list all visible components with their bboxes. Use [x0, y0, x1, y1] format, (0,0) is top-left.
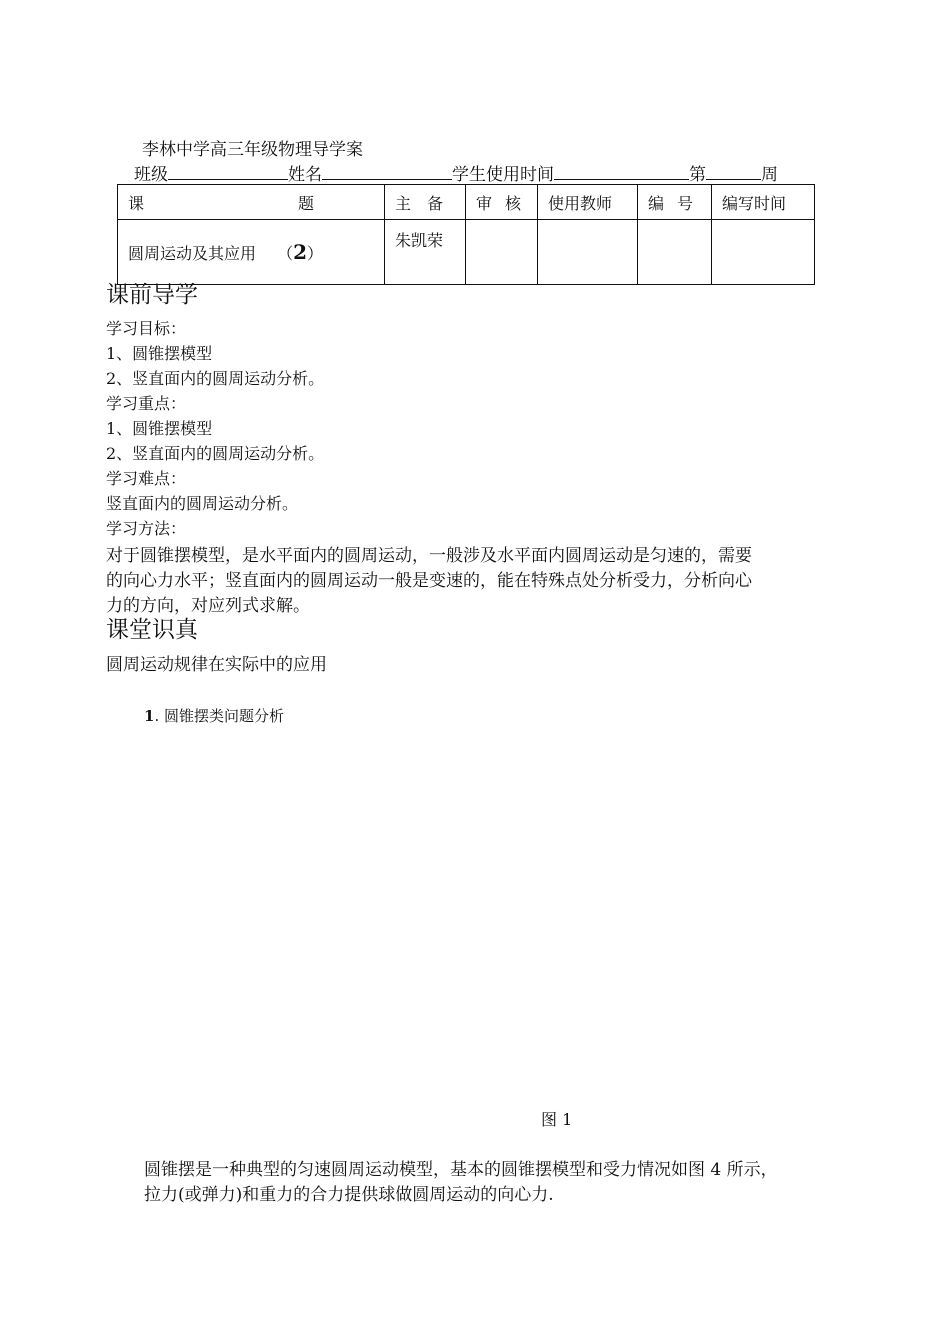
topic-cell — [118, 220, 385, 285]
method-label: 学习方法： — [106, 519, 187, 538]
info-table-data-row — [118, 220, 815, 285]
key-point-1: 1、圆锥摆模型 — [106, 419, 213, 438]
method-line-1: 对于圆锥摆模型，是水平面内的圆周运动，一般涉及水平面内圆周运动是匀速的，需要 — [106, 546, 752, 566]
usage-time-blank — [554, 165, 689, 180]
topic-header: 课 题 — [118, 185, 385, 220]
difficulty-label: 学习难点： — [106, 469, 187, 488]
figure-area — [144, 740, 804, 1090]
info-table — [117, 184, 815, 285]
usage-time-label: 学生使用时间 — [452, 165, 554, 185]
objective-2: 2、竖直面内的圆周运动分析。 — [106, 369, 325, 388]
paragraph-line-2: 拉力(或弹力)和重力的合力提供球做圆周运动的向心力. — [144, 1185, 554, 1205]
name-blank — [322, 165, 452, 180]
teacher-cell — [538, 220, 638, 285]
paragraph-line-1: 圆锥摆是一种典型的匀速圆周运动模型，基本的圆锥摆模型和受力情况如图 4 所示， — [144, 1160, 778, 1180]
week-suffix: 周 — [761, 165, 778, 185]
section-title-text: 圆锥摆类问题分析 — [164, 707, 285, 725]
write-time-cell — [712, 220, 815, 285]
class-blank — [168, 165, 288, 180]
figure-caption: 图 1 — [541, 1110, 573, 1129]
school-title: 李林中学高三年级物理导学案 — [142, 140, 363, 160]
lead-header: 主 备 — [385, 185, 466, 220]
classroom-heading: 课堂识真 — [106, 617, 198, 643]
serial-header: 编 号 — [638, 185, 712, 220]
info-table-header-row — [118, 185, 815, 220]
objectives-label: 学习目标： — [106, 319, 187, 338]
serial-cell — [638, 220, 712, 285]
method-line-3: 力的方向，对应列式求解。 — [106, 596, 310, 616]
write-time-header: 编写时间 — [712, 185, 815, 220]
difficulty-text: 竖直面内的圆周运动分析。 — [106, 494, 299, 513]
key-point-2: 2、竖直面内的圆周运动分析。 — [106, 444, 325, 463]
class-label: 班级 — [134, 165, 168, 185]
preview-heading: 课前导学 — [106, 282, 198, 308]
review-header: 审 核 — [466, 185, 538, 220]
lead-cell: 朱凯荣 — [385, 220, 466, 285]
topic-number: （2） — [277, 240, 324, 264]
section-title: 1. 圆锥摆类问题分析 — [144, 707, 285, 725]
week-prefix: 第 — [689, 165, 706, 185]
section-number: 1 — [144, 707, 155, 725]
teacher-header: 使用教师 — [538, 185, 638, 220]
review-cell — [466, 220, 538, 285]
classroom-subheading: 圆周运动规律在实际中的应用 — [106, 655, 327, 675]
objective-1: 1、圆锥摆模型 — [106, 344, 213, 363]
key-points-label: 学习重点： — [106, 394, 187, 413]
header-fields-line — [134, 160, 778, 185]
name-label: 姓名 — [288, 165, 322, 185]
topic-text: 圆周运动及其应用 — [128, 244, 257, 263]
week-blank — [706, 165, 761, 180]
method-line-2: 的向心力水平；竖直面内的圆周运动一般是变速的，能在特殊点处分析受力，分析向心 — [106, 571, 752, 591]
